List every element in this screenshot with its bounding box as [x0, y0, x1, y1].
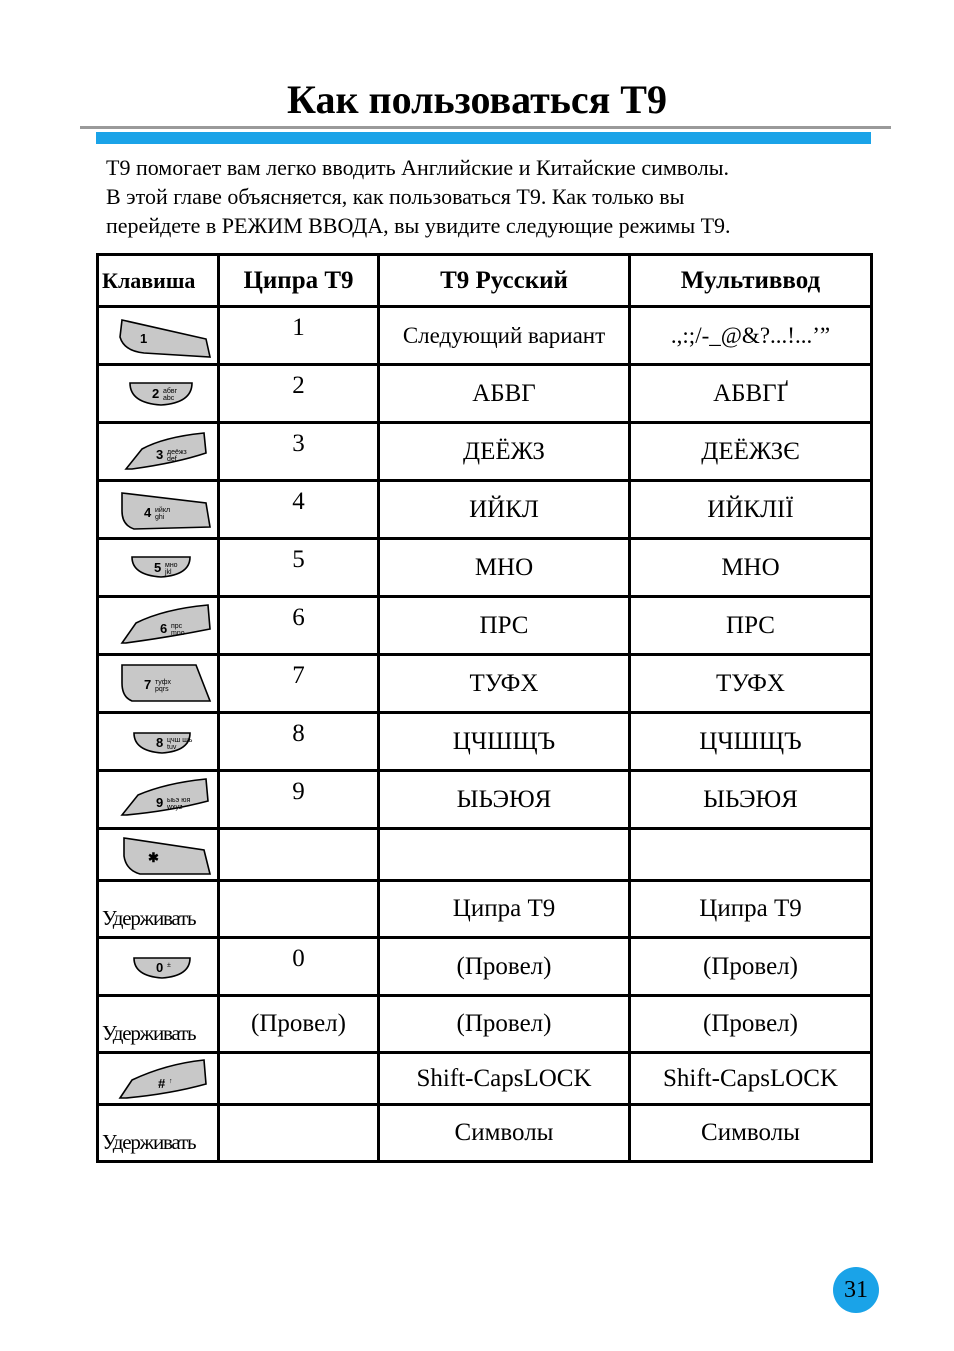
key-4-icon: [106, 487, 214, 533]
table-row: [98, 655, 872, 713]
key-glyph: ✱: [148, 849, 159, 865]
t9-russian-cell: МНО: [379, 539, 630, 597]
t9-digit-cell: 0: [219, 938, 379, 996]
key-letters-en: abc: [163, 394, 175, 402]
key-cell: [98, 713, 219, 771]
t9-digit-cell: 1: [219, 307, 379, 365]
table-row: [98, 1105, 872, 1162]
multitap-cell: МНО: [630, 539, 872, 597]
intro-line: перейдете в РЕЖИМ ВВОДА, вы увидите следующие режимы T9.: [106, 213, 731, 238]
t9-digit-cell: 8: [219, 713, 379, 771]
key-1-icon: [106, 313, 214, 359]
hold-label: Удерживать: [98, 1105, 219, 1162]
key-letters-en: tuv: [167, 743, 177, 751]
key-letters-en: def: [167, 455, 177, 463]
t9-digit-cell: 6: [219, 597, 379, 655]
title-rule-gray: [80, 126, 891, 129]
key-letters-ru: ийкл: [155, 506, 171, 514]
key-cell: [98, 365, 219, 423]
multitap-cell: ДЕЁЖЗЄ: [630, 423, 872, 481]
key-cell: [98, 829, 219, 881]
key-glyph: 1: [140, 330, 148, 346]
multitap-cell: АБВГҐ: [630, 365, 872, 423]
t9-digit-cell: [219, 881, 379, 938]
key-cell: [98, 655, 219, 713]
key-letters-ru: абвг: [163, 387, 178, 395]
header-t9-russian: T9 Русский: [379, 255, 630, 307]
key-letters-ru: туфх: [155, 678, 171, 686]
key-letters-ru: ±: [167, 961, 171, 969]
key-0-icon: [106, 944, 214, 990]
multitap-cell: [630, 829, 872, 881]
key-letters-ru: ыьэ юя: [167, 796, 191, 804]
key-letters-en: mno: [171, 629, 185, 637]
table-row: [98, 423, 872, 481]
key-hash-icon: [106, 1056, 214, 1102]
header-multitap: Мультиввод: [630, 255, 872, 307]
key-cell: [98, 423, 219, 481]
key-glyph: 5: [154, 559, 162, 575]
key-cell: [98, 938, 219, 996]
t9-digit-cell: [219, 1105, 379, 1162]
t9-russian-cell: ЦЧШЩЪ: [379, 713, 630, 771]
multitap-cell: ТУФХ: [630, 655, 872, 713]
multitap-cell: .,:;/-_@&?...!...’”: [630, 307, 872, 365]
key-letters-en: ghi: [155, 513, 165, 521]
key-glyph: 0: [156, 959, 164, 975]
t9-russian-cell: (Провел): [379, 938, 630, 996]
key-letters-en: wxyz: [167, 803, 183, 811]
t9-russian-cell: ИЙКЛ: [379, 481, 630, 539]
multitap-cell: ИЙКЛІЇ: [630, 481, 872, 539]
key-letters-ru: прс: [171, 622, 183, 630]
key-glyph: 9: [156, 794, 164, 810]
key-5-icon: [106, 545, 214, 591]
t9-russian-cell: АБВГ: [379, 365, 630, 423]
t9-modes-table: [96, 253, 873, 1163]
multitap-cell: (Провел): [630, 938, 872, 996]
key-7-icon: [106, 661, 214, 707]
key-letters-ru: цчш щъ: [167, 736, 193, 744]
table-row: [98, 1053, 872, 1105]
key-cell: [98, 481, 219, 539]
t9-digit-cell: [219, 1053, 379, 1105]
t9-russian-cell: ТУФХ: [379, 655, 630, 713]
key-letters-en: jkl: [165, 568, 172, 576]
t9-digit-cell: 5: [219, 539, 379, 597]
key-letters-en: pqrs: [155, 685, 169, 693]
t9-digit-cell: 2: [219, 365, 379, 423]
t9-russian-cell: ПРС: [379, 597, 630, 655]
intro-line: В этой главе объясняется, как пользоваться T9. Как только вы: [106, 184, 685, 209]
t9-digit-cell: [219, 829, 379, 881]
key-6-icon: [106, 603, 214, 649]
table-row: [98, 365, 872, 423]
key-glyph: 3: [156, 446, 164, 462]
table-row: [98, 713, 872, 771]
key-letters-ru: мно: [165, 561, 178, 569]
header-t9-digits: Ципра T9: [219, 255, 379, 307]
t9-russian-cell: [379, 829, 630, 881]
title-rule-blue: [96, 132, 871, 144]
key-3-icon: [106, 429, 214, 475]
table-row: [98, 481, 872, 539]
key-cell: [98, 307, 219, 365]
key-cell: [98, 771, 219, 829]
t9-russian-cell: Символы: [379, 1105, 630, 1162]
key-glyph: 8: [156, 734, 164, 750]
t9-digit-cell: 9: [219, 771, 379, 829]
multitap-cell: (Провел): [630, 996, 872, 1053]
t9-russian-cell: ЫЬЭЮЯ: [379, 771, 630, 829]
intro-paragraph: [106, 153, 876, 240]
t9-russian-cell: Следующий вариант: [379, 307, 630, 365]
table-row: [98, 539, 872, 597]
t9-digit-cell: (Провел): [219, 996, 379, 1053]
t9-digit-cell: 7: [219, 655, 379, 713]
header-key: Клавиша: [98, 255, 219, 307]
table-row: [98, 938, 872, 996]
key-8-icon: [106, 719, 214, 765]
table-row: [98, 881, 872, 938]
key-star-icon: [106, 832, 214, 878]
page-number: 31: [833, 1267, 879, 1313]
t9-russian-cell: ДЕЁЖЗ: [379, 423, 630, 481]
key-letters-ru: ↑: [169, 1077, 173, 1085]
t9-russian-cell: Ципра T9: [379, 881, 630, 938]
table-header-row: [98, 255, 872, 307]
table-row: [98, 597, 872, 655]
t9-russian-cell: (Провел): [379, 996, 630, 1053]
key-cell: [98, 597, 219, 655]
t9-russian-cell: Shift-CapsLOCK: [379, 1053, 630, 1105]
table-row: [98, 829, 872, 881]
t9-digit-cell: 4: [219, 481, 379, 539]
key-glyph: 6: [160, 620, 168, 636]
intro-line: T9 помогает вам легко вводить Английские и Китайские символы.: [106, 155, 729, 180]
multitap-cell: ЫЬЭЮЯ: [630, 771, 872, 829]
key-letters-ru: деёжз: [167, 448, 187, 456]
key-cell: [98, 539, 219, 597]
key-9-icon: [106, 777, 214, 823]
multitap-cell: Shift-CapsLOCK: [630, 1053, 872, 1105]
multitap-cell: Символы: [630, 1105, 872, 1162]
key-glyph: #: [158, 1075, 166, 1091]
hold-label: Удерживать: [98, 996, 219, 1053]
hold-label: Удерживать: [98, 881, 219, 938]
multitap-cell: ПРС: [630, 597, 872, 655]
table-row: [98, 771, 872, 829]
table-row: [98, 996, 872, 1053]
table-row: [98, 307, 872, 365]
key-cell: [98, 1053, 219, 1105]
page-title: Как пользоваться T9: [287, 77, 667, 122]
key-glyph: 4: [144, 504, 152, 520]
multitap-cell: Ципра T9: [630, 881, 872, 938]
multitap-cell: ЦЧШЩЪ: [630, 713, 872, 771]
key-glyph: 7: [144, 676, 152, 692]
t9-digit-cell: 3: [219, 423, 379, 481]
key-glyph: 2: [152, 385, 160, 401]
key-2-icon: [106, 371, 214, 417]
